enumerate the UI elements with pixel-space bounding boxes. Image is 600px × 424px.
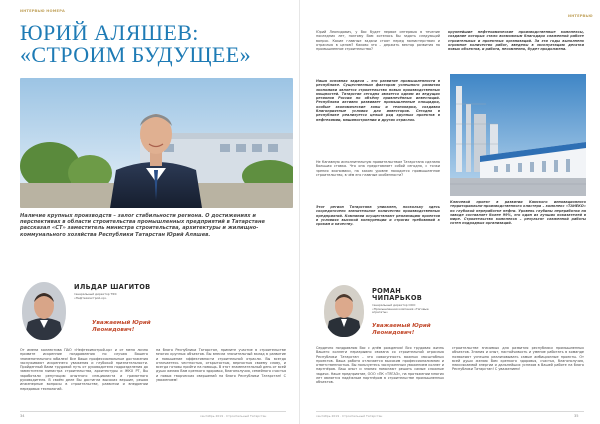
footer-text: сентябрь 2019 · Строительный Татарстан (316, 414, 383, 418)
interview-answer-1: Наша основная задача – это развитие промышленности в республике. Существенным фактором успешного развития экономики является строительство новых производственных мощностей. Татарстан сегодня является одним из ведущих регионов России по объёму привлечённых инвестиций. Республика активно развивает промышленные площадки, особые экономические зоны и технопарки, создавая благоприятные условия для инвесторов. Сегодня в республике реализуется целый ряд крупных проектов в нефтехимии, машиностроении и других отраслях. (316, 79, 440, 122)
person-portrait-image (324, 285, 364, 337)
person-2-role: генеральный директор ООО «Промышленная компания «Тяговые агрегаты» (372, 303, 429, 315)
person-1-role: генеральный директор ТФС «Нефтехимстрой-кр» (74, 292, 117, 300)
interview-question-2: Не Канавную исполнительную правительством Татарстана сделана большая ставка. Что она представляет собой сегодня, с точки зрения экономики, на каком уровне находится промышленное строительство, в чём его главные особенности? (316, 160, 440, 177)
person-2-greeting: Уважаемый Юрий Леонидович! (372, 323, 431, 336)
person-1-name: ИЛЬДАР ШАГИТОВ (74, 283, 151, 291)
interview-answer-2: Этот регион Татарстана уникален, поскольку здесь сосредоточено значительное количество производственных предприятий. Компании осуществляют реализацию проектов в условиях высокой конкуренции и строгих требований к срокам и качеству. (316, 205, 440, 227)
interview-intro: Юрий Леонидович, у Вас будет первое интервью в течение последних лет, поэтому Вам хотелось бы задать следующий вопрос. Какие главные задачи стоят перед министерством и отраслью в целом? Каково это – держать вектор развития на промышленное строительство? (316, 30, 440, 52)
page-number: 34 (20, 414, 25, 418)
industrial-photo (450, 74, 586, 196)
person-1-greeting: Уважаемый Юрий Леонидович! (92, 320, 151, 333)
portrait-scene-image (20, 78, 293, 208)
person-1-text-column-2: на благо Республики Татарстан, примите участие в строительстве многих крупных объектов. Вы внесли значительный вклад в развитие и повышение эффективности строительной отрасли. Вы всегда отличаетесь честностью, открытостью, верностью своему слову, и всегда готовы прийти на помощь. В этот знаменательный день от всей души желаю Вам крепкого здоровья, благополучия, семейного счастья и новых творческих свершений на благо Республики Татарстан! С уважением! (156, 348, 286, 383)
headline-line-2: «СТРОИМ БУДУЩЕЕ» (20, 42, 251, 67)
avatar (324, 285, 364, 337)
interview-continuation: крупнейшие нефтехимические производственные комплексы, создание которых стало возможным благодаря слаженной работе строительных и проектных организаций. За эти годы выполнено огромное количество работ, введены в эксплуатацию десятки новых объектов, и работа, несомненно, будет продолжена. (448, 30, 584, 52)
article-lead: Наличие крупных производств – залог стабильности региона. О достижениях и перспективах в области строительства промышленных предприятий в Татарстане рассказал «СТ» заместитель министра строительства, архитектуры и жилищно-коммунального хозяйства Республики Татарстан Юрий Аляшев. (20, 213, 265, 238)
right-page (300, 0, 600, 424)
person-portrait-image (22, 282, 66, 340)
person-2-info (372, 288, 452, 315)
person-1-text-column-1: От имени коллектива ПАО «Нефтехимстрой-кр» и от меня лично примите искренние поздравления по случаю Вашего знаменательного юбилея! Все Ваши профессиональные достижения заслуживают искреннего уважения и глубокой признательности. Пройденный Вами трудовой путь от руководителя подразделения до заместителя министра строительства, архитектуры и ЖКХ РТ, Вы заработали репутацию опытного специалиста и грамотного руководителя. В своём деле Вы достигли высоких вершин, решая инженерные вопросы в строительстве, развитии и внедрении передовых технологий. (20, 348, 148, 391)
person-2-text-column-1: Сердечно поздравляю Вас с днём рождения! Вся трудовая жизнь Вашего коллеги неразрывно связана со строительной отраслью Республики Татарстан – это совокупность важных масштабных проектов. Ваша работа отличается высоким профессионализмом и ответственностью. Вы пользуетесь заслуженным уважением коллег и партнёров. Ваш опыт и знания помогают решать самые сложные задачи. Наше предприятие, ООО «ПК «ТЯГАЗ», на протяжении многих лет является надёжным партнёром в строительстве промышленных объектов. (316, 346, 444, 385)
footer-text: сентябрь 2019 · Строительный Татарстан (200, 414, 267, 418)
footer-rule (316, 411, 584, 412)
section-label: ИНТЕРВЬЮ (568, 14, 593, 18)
section-label: ИНТЕРВЬЮ НОМЕРА (20, 9, 66, 13)
main-photo (20, 78, 293, 208)
person-2-name-line-1: РОМАН (372, 287, 402, 295)
person-2-name-line-2: ЧИПАРЬКОВ (372, 294, 423, 302)
headline-line-1: ЮРИЙ АЛЯШЕВ: (20, 20, 199, 45)
footer-rule (20, 411, 286, 412)
plant-image (450, 74, 586, 196)
person-2-text-column-2: строительстве значимых для развития республики промышленных объектов. Знания и опыт, настойчивость и умение работать в команде позволяют успешно реализовывать самые амбициозные проекты. От всей души желаю Вам крепкого здоровья, счастья, благополучия, неиссякаемой энергии и дальнейших успехов в Вашей работе на благо Республики Татарстан! С уважением! (452, 346, 584, 372)
avatar (22, 282, 66, 340)
page-number: 35 (574, 414, 579, 418)
person-1-info (74, 284, 154, 300)
figure-caption: Ключевой проект в развитии Камского инновационного территориально-производственного кластера – комплекс «ТАНЕКО» по глубокой переработке нефти. Уровень глубины переработки на заводе составляет более 99%, это один из лучших показателей в мире. Строительство комплекса – результат слаженной работы сотен подрядных организаций. (450, 200, 586, 226)
headline (20, 22, 290, 66)
